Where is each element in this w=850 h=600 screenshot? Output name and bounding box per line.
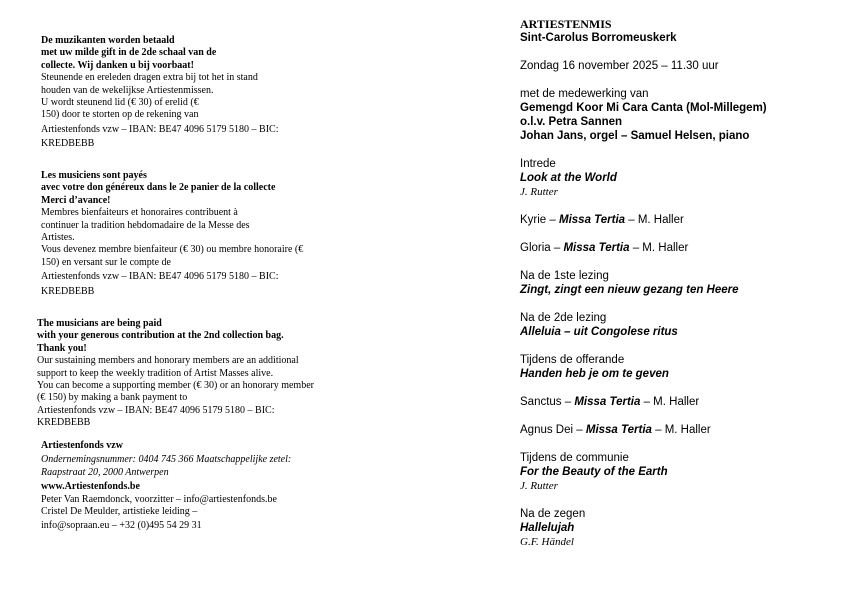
nl-bic-line: KREDBEBB	[41, 138, 95, 150]
fr-text-line: Vous devenez membre bienfaiteur (€ 30) ou membre honoraire (€	[41, 244, 304, 256]
fr-text-line: 150) en versant sur le compte de	[41, 256, 171, 268]
contact-line: info@sopraan.eu – +32 (0)495 54 29 31	[41, 520, 202, 532]
program-label: Na de 1ste lezing	[520, 270, 609, 282]
program-title: Missa Tertia	[559, 214, 626, 226]
program-title: Hallelujah	[520, 522, 575, 534]
program-composer: – M. Haller	[640, 396, 700, 408]
nl-heading-line: collecte. Wij danken u bij voorbaat!	[41, 59, 194, 71]
company-info-line: Raapstraat 20, 2000 Antwerpen	[41, 466, 169, 478]
program-title: Zingt, zingt een nieuw gezang ten Heere	[520, 284, 739, 296]
performer-line: Gemengd Koor Mi Cara Canta (Mol-Millegem)	[520, 102, 767, 114]
en-bic-line: KREDBEBB	[37, 417, 91, 429]
program-label: Gloria –	[520, 242, 564, 254]
program-item-gloria	[520, 241, 767, 255]
program-item-lezing2	[520, 311, 767, 339]
mass-date: Zondag 16 november 2025 – 11.30 uur	[520, 60, 719, 72]
program-composer: G.F. Händel	[520, 536, 574, 548]
en-bank-line: Artiestenfonds vzw – IBAN: BE47 4096 5179 5180 – BIC:	[37, 404, 275, 416]
program-title: ARTIESTENMIS	[520, 17, 612, 31]
fr-bic-line: KREDBEBB	[41, 285, 95, 297]
church-name: Sint-Carolus Borromeuskerk	[520, 32, 677, 44]
fr-heading-line: Les musiciens sont payés	[41, 170, 147, 181]
organization-name: Artiestenfonds vzw	[41, 440, 123, 451]
program-item-intrede	[520, 157, 767, 199]
nl-text-line: Steunende en ereleden dragen extra bij tot het in stand	[41, 72, 258, 84]
mass-program	[520, 17, 767, 549]
fr-heading-line: Merci d’avance!	[41, 194, 111, 206]
program-label: Agnus Dei –	[520, 424, 586, 436]
performer-line: Johan Jans, orgel – Samuel Helsen, piano	[520, 130, 750, 142]
program-item-sanctus	[520, 395, 767, 409]
program-label: Na de zegen	[520, 508, 586, 520]
fr-bank-line: Artiestenfonds vzw – IBAN: BE47 4096 5179 5180 – BIC:	[41, 271, 279, 283]
en-text-line: You can become a supporting member (€ 30) or an honorary member	[37, 380, 314, 392]
program-title: Handen heb je om te geven	[520, 368, 669, 380]
en-text-line: Our sustaining members and honorary members are an additional	[37, 355, 299, 367]
contact-line: Cristel De Meulder, artistieke leiding –	[41, 506, 198, 518]
en-heading-line: The musicians are being paid	[37, 318, 162, 329]
program-label: Tijdens de offerande	[520, 354, 625, 366]
program-title: Look at the World	[520, 172, 617, 184]
program-composer: – M. Haller	[625, 214, 684, 226]
program-label: Sanctus –	[520, 396, 575, 408]
program-item-zegen	[520, 507, 767, 549]
contact-line: Peter Van Raemdonck, voorzitter – info@artiestenfonds.be	[41, 493, 277, 505]
program-title: For the Beauty of the Earth	[520, 466, 668, 478]
performer-line: o.l.v. Petra Sannen	[520, 116, 623, 128]
nl-text-line: 150) door te storten op de rekening van	[41, 109, 199, 121]
nl-heading-line: met uw milde gift in de 2de schaal van de	[41, 47, 217, 59]
program-composer: J. Rutter	[520, 480, 558, 492]
program-label: Tijdens de communie	[520, 452, 629, 464]
program-item-kyrie	[520, 213, 767, 227]
with-label: met de medewerking van	[520, 88, 649, 100]
program-label: Intrede	[520, 158, 556, 170]
program-label: Na de 2de lezing	[520, 312, 607, 324]
fr-text-line: Membres bienfaiteurs et honoraires contribuent à	[41, 207, 238, 219]
program-item-agnus	[520, 423, 767, 437]
program-title: Alleluia – uit Congolese ritus	[520, 326, 678, 338]
fr-text-line: continuer la tradition hebdomadaire de la Messe des	[41, 219, 250, 231]
program-label: Kyrie –	[520, 214, 559, 226]
program-composer: J. Rutter	[520, 186, 558, 198]
program-item-lezing1	[520, 269, 767, 297]
en-heading-line: with your generous contribution at the 2nd collection bag.	[37, 330, 284, 342]
program-title: Missa Tertia	[563, 242, 630, 254]
english-donation-notice	[37, 318, 314, 430]
fr-text-line: Artistes.	[41, 232, 75, 244]
en-heading-line: Thank you!	[37, 342, 87, 354]
program-item-communie	[520, 451, 767, 493]
nl-bank-line: Artiestenfonds vzw – IBAN: BE47 4096 5179 5180 – BIC:	[41, 123, 279, 135]
en-text-line: support to keep the weekly tradition of Artist Masses alive.	[37, 367, 274, 379]
website-link[interactable]: www.Artiestenfonds.be	[41, 481, 140, 493]
program-title: Missa Tertia	[574, 396, 641, 408]
organization-footer	[41, 440, 291, 533]
program-item-offerande	[520, 353, 767, 381]
program-title: Missa Tertia	[585, 424, 652, 436]
nl-heading-line: De muzikanten worden betaald	[41, 35, 175, 46]
company-info-line: Ondernemingsnummer: 0404 745 366 Maatschappelijke zetel:	[41, 454, 292, 466]
program-composer: – M. Haller	[651, 424, 711, 436]
nl-text-line: houden van de wekelijkse Artiestenmissen.	[41, 84, 214, 96]
dutch-donation-notice	[41, 35, 279, 151]
nl-text-line: U wordt steunend lid (€ 30) of erelid (€	[41, 97, 199, 109]
en-text-line: (€ 150) by making a bank payment to	[37, 392, 188, 404]
program-composer: – M. Haller	[629, 242, 689, 254]
fr-heading-line: avec votre don généreux dans le 2e panier de la collecte	[41, 182, 276, 194]
french-donation-notice	[41, 170, 303, 298]
